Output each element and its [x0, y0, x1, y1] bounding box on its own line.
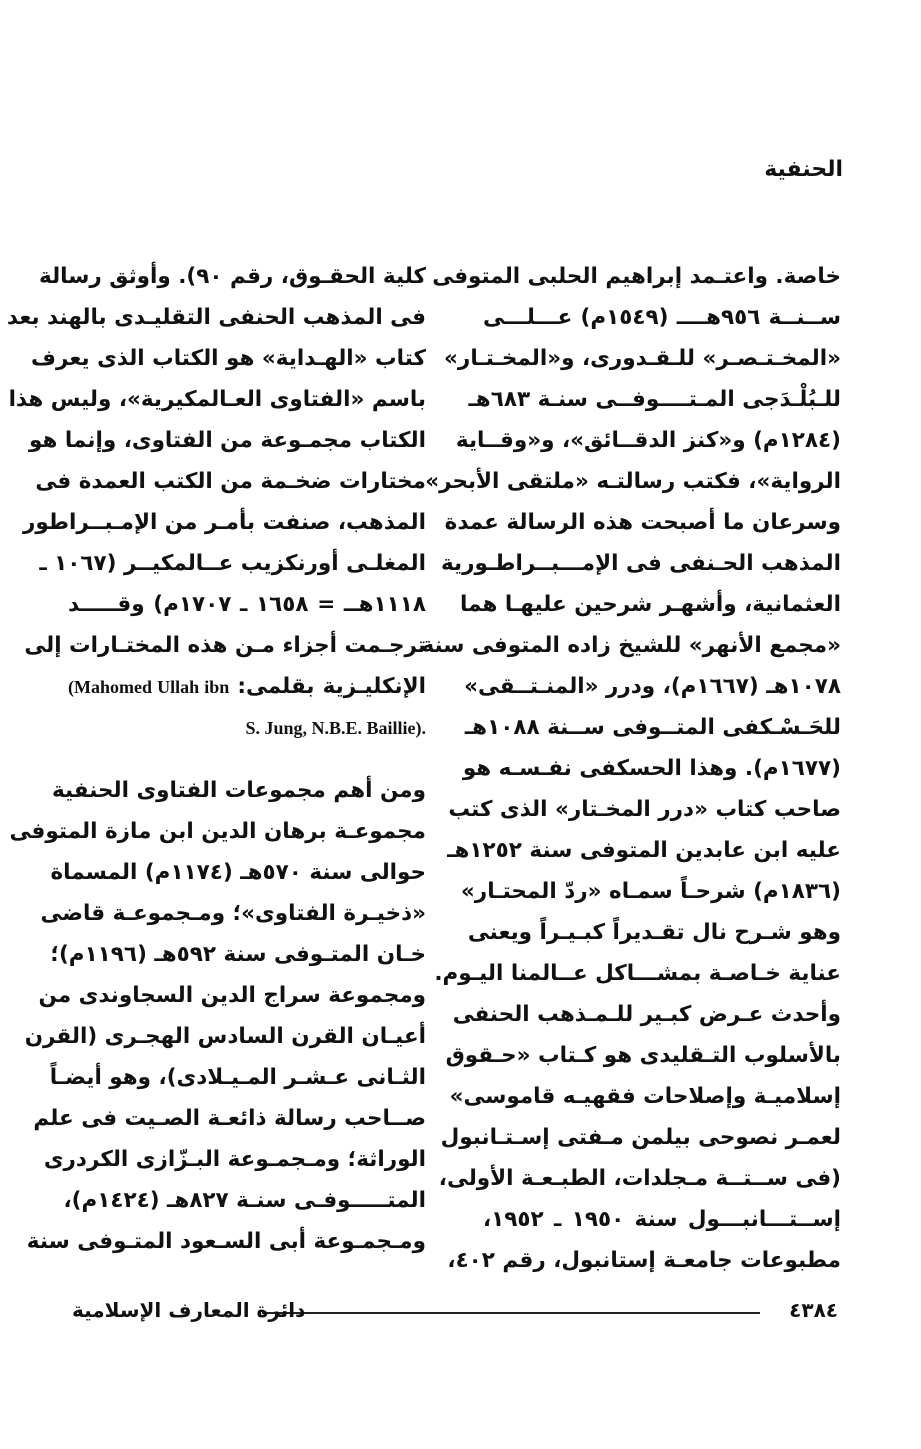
left-column — [6, 256, 426, 1262]
text-line: وهو شـرح نال تقـديراً كبـيـراً ويعنى — [467, 920, 841, 945]
text-line: ترجـمت أجزاء مـن هذه المختـارات إلى — [24, 633, 426, 658]
text-line: مختارات ضخـمة من الكتب العمدة فى — [35, 469, 426, 494]
text-line: المذهب، صنفت بأمـر من الإمـبــراطور — [22, 510, 426, 535]
text-line: لعمـر نصوحى بيلمن مـفتى إسـتـانبول — [440, 1125, 841, 1150]
latin-fragment: S. Jung, N.B.E. Baillie). — [245, 718, 426, 738]
text-line: المغلـى أورنكزيب عــالمكيــر (١٠٦٧ ـ — [39, 551, 426, 576]
text-line: حوالى سنة ٥٧٠هـ (١١٧٤م) المسماة — [50, 860, 426, 885]
page-number: ٤٣٨٤ — [789, 1298, 838, 1322]
text-line: الوراثة؛ ومـجمـوعة البـزّازى الكردرى — [43, 1147, 426, 1172]
text-line: فى المذهب الحنفى التقليـدى بالهند بعد — [6, 305, 426, 330]
text-line: الرواية»، فكتب رسالتـه «ملتقى الأبحر» — [425, 469, 841, 494]
text-line: ومن أهم مجموعات الفتاوى الحنفية — [51, 778, 426, 803]
text-line: إسلاميـة وإصلاحات فقهيـه قاموسى» — [449, 1084, 841, 1109]
text-line: مطبوعات جامعـة إستانبول، رقم ٤٠٢، — [447, 1248, 841, 1273]
text-line: (فى ســتــة مـجلدات، الطبـعـة الأولى، — [438, 1166, 841, 1191]
text-line: وسرعان ما أصبحت هذه الرسالة عمدة — [444, 510, 841, 535]
page-footer — [72, 1290, 838, 1330]
text-line: الكتاب مجمـوعة من الفتاوى، وإنما هو — [29, 428, 426, 453]
text-line-mixed — [68, 666, 426, 707]
latin-fragment: (Mahomed Ullah ibn — [68, 677, 230, 697]
text-fragment: الإنكليـزية بقلمى: — [237, 674, 426, 699]
text-line: وأحدث عـرض كبـير للـمـذهب الحنفى — [452, 1002, 841, 1027]
text-line: المذهب الحـنفى فى الإمـــبــراطـورية — [440, 551, 841, 576]
text-line: العثمانية، وأشهـر شرحين عليهـا هما — [459, 592, 841, 617]
publication-title: دائرة المعارف الإسلامية — [72, 1298, 306, 1322]
text-line: للحَـسْـكفى المتــوفى ســنة ١٠٨٨هـ — [464, 715, 841, 740]
text-line: عناية خـاصـة بمشـــاكل عــالمنا اليـوم. — [434, 961, 841, 986]
text-line: بالأسلوب التـقليدى هو كـتاب «حـقوق — [445, 1043, 841, 1068]
text-line: (١٦٧٧م). وهذا الحسكفى نفـسـه هو — [462, 756, 841, 781]
text-line: (١٨٣٦م) شرحـاً سمـاه «ردّ المحتـار» — [460, 879, 841, 904]
text-line: «ذخيـرة الفتاوى»؛ ومـجموعـة قاضى — [40, 901, 426, 926]
text-line-latin — [68, 707, 426, 748]
text-line: خـان المتـوفى سنة ٥٩٢هـ (١١٩٦م)؛ — [50, 942, 426, 967]
text-line: ومـجمـوعة أبى السـعود المتـوفى سنة — [26, 1229, 426, 1254]
text-line: ســنــة ٩٥٦هــــ (١٥٤٩م) عـــلـــى — [483, 305, 841, 330]
right-column — [421, 256, 841, 1281]
text-line: صاحب كتاب «درر المخـتار» الذى كتب — [448, 797, 841, 822]
text-line: أعيـان القرن السادس الهجـرى (القرن — [24, 1024, 426, 1049]
paragraph-gap — [68, 748, 426, 770]
footer-rule — [262, 1312, 760, 1314]
running-head: الحنفية — [764, 157, 843, 182]
text-line: ١١١٨هــ = ١٦٥٨ ـ ١٧٠٧م) وقـــــد — [68, 592, 426, 617]
text-line: مجموعـة برهان الدين ابن مازة المتوفى — [9, 819, 426, 844]
text-line: خاصة. واعتـمد إبراهيم الحلبى المتوفى — [432, 264, 841, 289]
text-line: باسم «الفتاوى العـالمكيرية»، وليس هذا — [8, 387, 426, 412]
text-line: «مجمع الأنهر» للشيخ زاده المتوفى سنة — [421, 633, 841, 658]
text-line: ١٠٧٨هـ (١٦٦٧م)، ودرر «المنـتــقى» — [464, 674, 841, 699]
text-line: للـبُلْـدَجى المـتــــوفــى سنـة ٦٨٣هـ — [468, 387, 841, 412]
text-line: «المخـتـصـر» للـقـدورى، و«المخـتـار» — [444, 346, 841, 371]
text-line: ومجموعة سراج الدين السجاوندى من — [38, 983, 426, 1008]
text-line: عليه ابن عابدين المتوفى سنة ١٢٥٢هـ — [447, 838, 841, 863]
text-line: صــاحب رسالة ذائعـة الصـيت فى علم — [33, 1106, 426, 1131]
text-line: كلية الحقـوق، رقم ٩٠). وأوثق رسالة — [39, 264, 426, 289]
text-line: كتاب «الهـداية» هو الكتاب الذى يعرف — [31, 346, 426, 371]
text-line: إســتـــانبـــول سنة ١٩٥٠ ـ ١٩٥٢، — [483, 1207, 841, 1232]
text-line: الثـانى عـشـر المـيـلادى)، وهو أيضـاً — [49, 1065, 426, 1090]
text-line: المتـــــوفـى سنـة ٨٢٧هـ (١٤٢٤م)، — [63, 1188, 426, 1213]
text-line: (١٢٨٤م) و«كنز الدقــائق»، و«وقــاية — [455, 428, 841, 453]
